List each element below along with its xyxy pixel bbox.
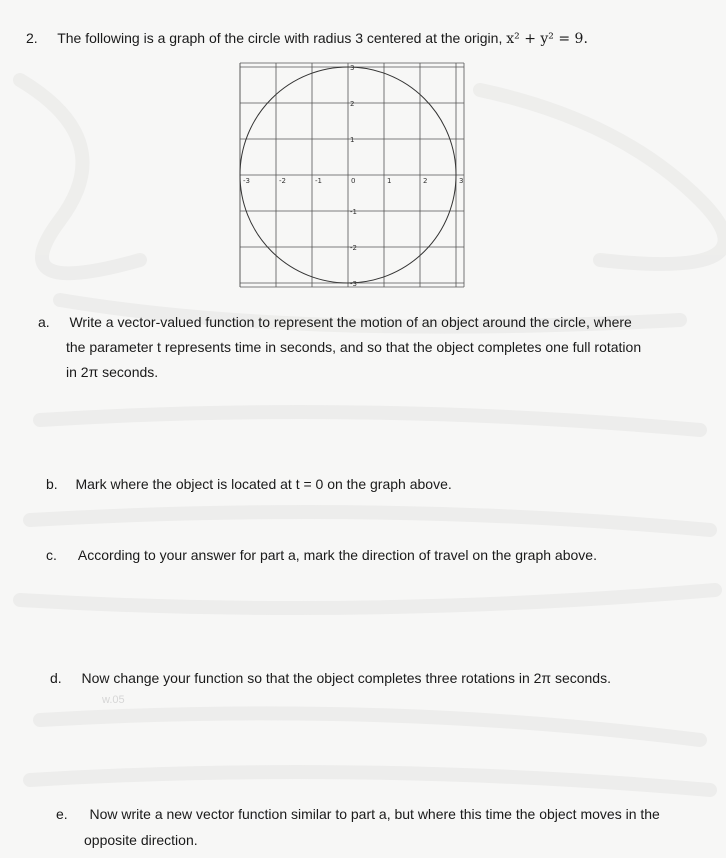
part-e-line1: Now write a new vector function similar to part a, but where this time the object moves in the	[89, 806, 660, 822]
part-b	[46, 474, 452, 495]
y-tick-label: -3	[350, 280, 357, 288]
faint-mark: w.05	[102, 694, 125, 706]
y-tick-label: -1	[350, 208, 357, 216]
part-b-label: b.	[46, 476, 58, 492]
part-a-label: a.	[38, 314, 50, 330]
question-number: 2.	[26, 30, 38, 46]
x-tick-label: 0	[351, 177, 356, 185]
part-a-line1: Write a vector-valued function to represent the motion of an object around the circle, where	[69, 314, 632, 330]
question-2	[26, 28, 588, 50]
circle-graph	[236, 59, 468, 291]
y-tick-label: 2	[350, 100, 355, 108]
part-c-text: According to your answer for part a, mark the direction of travel on the graph above.	[77, 547, 597, 563]
part-d	[50, 668, 611, 689]
part-e	[56, 804, 660, 825]
part-a-line3: in 2π seconds.	[66, 364, 159, 380]
part-c-label: c.	[46, 547, 57, 563]
y-tick-labels	[350, 64, 357, 288]
part-e-line2: opposite direction.	[84, 832, 198, 848]
question-text: The following is a graph of the circle with radius 3 centered at the origin,	[57, 30, 503, 46]
y-tick-label: -2	[350, 244, 357, 252]
part-d-label: d.	[50, 670, 62, 686]
x-tick-label: 1	[387, 177, 392, 185]
part-a-line2: the parameter t represents time in seconds, and so that the object completes one full rotation	[66, 339, 642, 355]
x-tick-label: 3	[459, 177, 464, 185]
x-tick-label: -2	[279, 177, 286, 185]
part-e-label: e.	[56, 806, 68, 822]
circle-equation: x² + y² = 9.	[506, 31, 588, 47]
part-a	[38, 312, 632, 333]
part-d-text: Now change your function so that the object completes three rotations in 2π seconds.	[81, 670, 611, 686]
y-tick-label: 1	[350, 136, 355, 144]
x-tick-label: -3	[243, 177, 250, 185]
part-c	[46, 545, 597, 566]
part-b-text: Mark where the object is located at t = 0 on the graph above.	[75, 476, 452, 492]
x-tick-label: -1	[315, 177, 322, 185]
y-tick-label: 3	[350, 64, 355, 72]
x-tick-label: 2	[423, 177, 428, 185]
